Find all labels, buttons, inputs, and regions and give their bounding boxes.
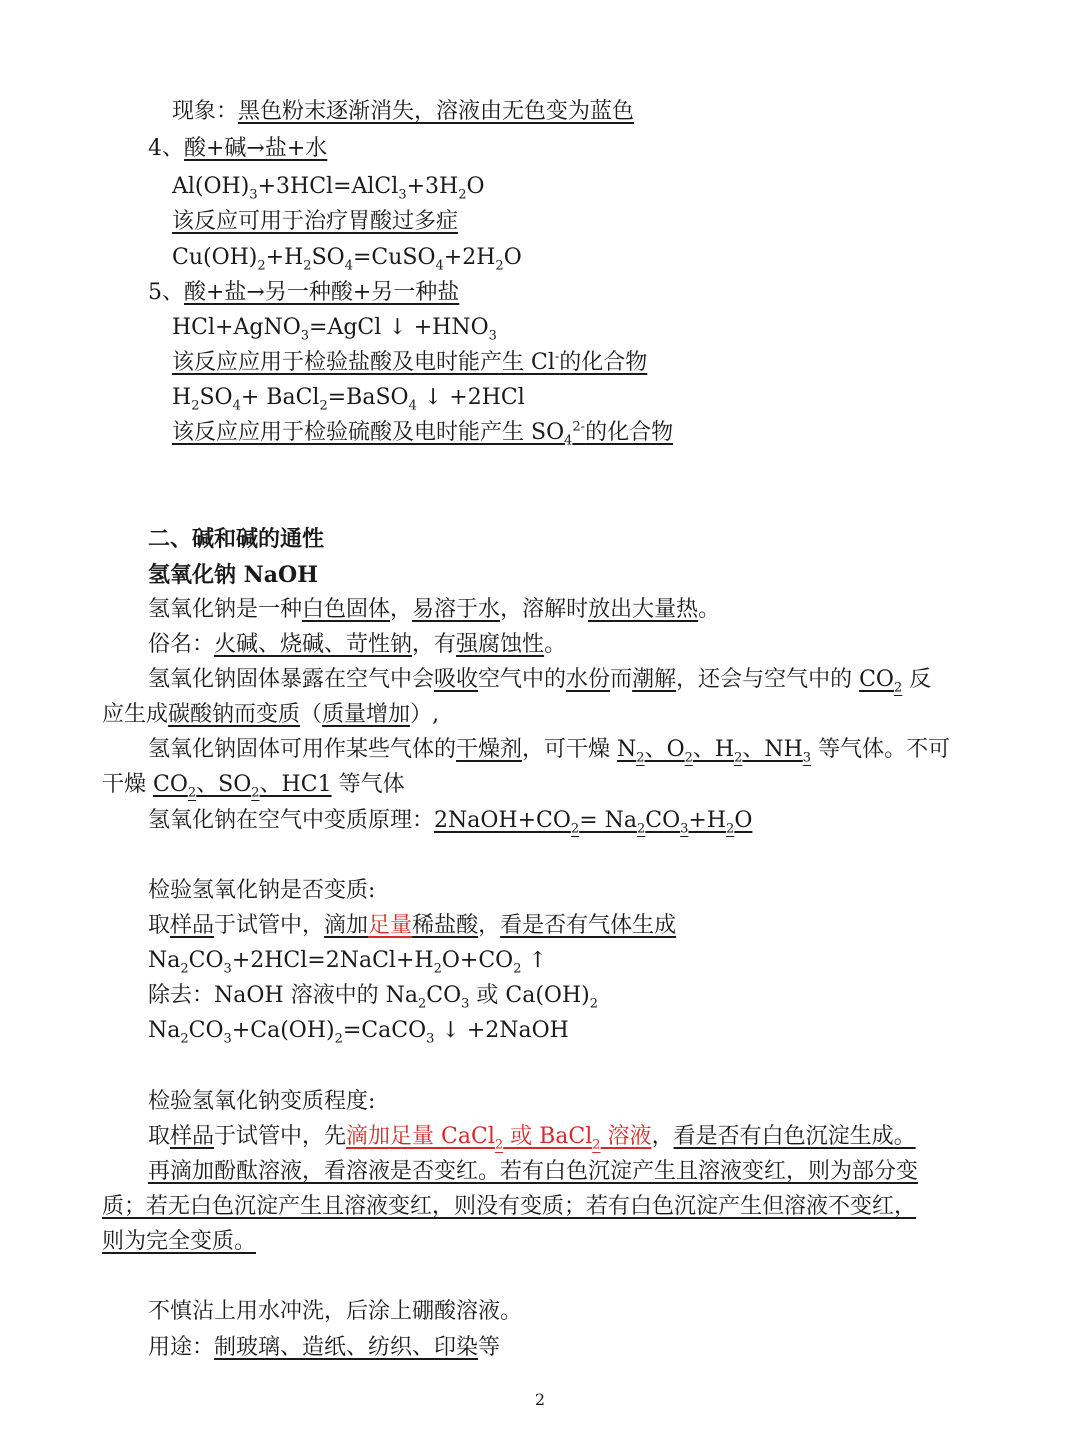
text-sub: 2 xyxy=(570,821,580,837)
text: 氢氧化钠固体可用作某些气体的 xyxy=(148,737,457,762)
text-sub: 2 xyxy=(417,996,427,1012)
eq-part: Cu(OH) xyxy=(172,245,258,270)
item-4-title: 酸+碱→盐+水 xyxy=(184,136,328,161)
eq-sub: 3 xyxy=(223,1031,232,1047)
text: 。 xyxy=(544,632,567,657)
text: 干燥 xyxy=(102,772,153,797)
eq-sub: 3 xyxy=(223,961,232,977)
text: ， xyxy=(390,597,413,622)
eq-sub: 3 xyxy=(398,187,407,203)
text: 样品 xyxy=(170,1124,215,1149)
text: 而 xyxy=(610,667,633,692)
text: 用途： xyxy=(148,1335,215,1360)
text: CO xyxy=(426,983,462,1008)
eq-part: +H xyxy=(265,245,304,270)
text: 、O xyxy=(644,737,685,762)
text: 氢氧化钠固体暴露在空气中会 xyxy=(148,667,435,692)
eq-sub: 4 xyxy=(344,258,353,274)
text: ， xyxy=(478,913,501,938)
eq-part: Al(OH) xyxy=(172,174,250,199)
text: 样品 xyxy=(170,913,215,938)
text: N xyxy=(617,737,637,762)
test-1-step xyxy=(148,911,676,941)
text: ，有 xyxy=(412,632,457,657)
text: 看是否有白色沉淀生成。 xyxy=(673,1124,916,1149)
text: 或 Ca(OH) xyxy=(469,983,590,1008)
text-sub: 2 xyxy=(684,750,693,766)
subheading-naoh: 氢氧化钠 NaOH xyxy=(148,562,318,588)
text: ）, xyxy=(410,702,440,727)
eq-part: CO xyxy=(188,1018,224,1043)
eq-part: H xyxy=(172,385,192,410)
eq-sub: 2 xyxy=(433,961,442,977)
eq-part: + BaCl xyxy=(240,385,320,410)
text-sub: 2 xyxy=(636,821,646,837)
paragraph-5 xyxy=(148,806,752,836)
text-sub: 2 xyxy=(636,750,645,766)
text-sub: 2 xyxy=(893,680,903,696)
eq-sub: 2 xyxy=(513,961,522,977)
item-5-heading xyxy=(148,278,459,308)
phenomenon-label: 现象： xyxy=(172,99,239,124)
text: 制玻璃、造纸、纺织、印染 xyxy=(214,1335,479,1360)
eq-part: HCl+AgNO xyxy=(172,315,301,340)
text: 、SO xyxy=(196,772,252,797)
note-part: 的化合物 xyxy=(559,350,648,375)
note-sup: - xyxy=(554,349,560,365)
text: 碳酸钠而变质 xyxy=(168,702,301,727)
text: 除去：NaOH 溶液中的 Na xyxy=(148,983,418,1008)
eq-part: +2HCl=2NaCl+H xyxy=(231,948,434,973)
note-part: 该反应应用于检验盐酸及电时能产生 Cl xyxy=(172,350,555,375)
eq-part: O xyxy=(466,174,485,199)
page-number: 2 xyxy=(534,1390,546,1409)
test-2-title: 检验氢氧化钠变质程度: xyxy=(148,1089,376,1114)
text: 质量增加 xyxy=(322,702,411,727)
equation-4 xyxy=(172,383,525,413)
text: （ xyxy=(300,702,323,727)
eq-part: SO xyxy=(311,245,345,270)
note-1: 该反应可用于治疗胃酸过多症 xyxy=(172,209,459,234)
eq-part: O xyxy=(503,245,522,270)
eq-sub: 2 xyxy=(319,398,328,414)
eq-sub: 3 xyxy=(249,187,258,203)
note-sup: 2- xyxy=(572,419,586,435)
equation-1 xyxy=(172,172,485,202)
eq-sub: 4 xyxy=(232,398,241,414)
text: O xyxy=(734,808,753,833)
text: ，可干燥 xyxy=(522,737,618,762)
eq-sub: 2 xyxy=(303,258,312,274)
eq-part: Na xyxy=(148,948,181,973)
text-highlight: 滴加足量 CaCl xyxy=(346,1124,495,1149)
text-sub: 2 xyxy=(734,750,743,766)
text-sub: 3 xyxy=(802,750,812,766)
eq-sub: 2 xyxy=(191,398,200,414)
item-4-heading xyxy=(148,134,327,164)
text: 2NaOH+CO xyxy=(434,808,571,833)
eq-sub: 2 xyxy=(257,258,266,274)
equation-2 xyxy=(172,243,522,273)
note-part: 该反应应用于检验硫酸及电时能产生 SO xyxy=(172,420,565,445)
text: 干燥剂 xyxy=(456,737,523,762)
test-2-line-2: 质；若无白色沉淀产生且溶液变红，则没有变质；若有白色沉淀产生但溶液不变红， xyxy=(102,1194,917,1219)
text: 放出大量热 xyxy=(588,597,699,622)
eq-part: +3HCl=AlCl xyxy=(257,174,399,199)
text: ，还会与空气中的 xyxy=(676,667,860,692)
text: 空气中的 xyxy=(478,667,567,692)
eq-part: +Ca(OH) xyxy=(231,1018,335,1043)
text: ，溶解时 xyxy=(500,597,589,622)
text: 看是否有气体生成 xyxy=(500,913,677,938)
eq-part: ↓ +2HCl xyxy=(416,385,525,410)
eq-sub: 3 xyxy=(488,328,497,344)
text: +H xyxy=(688,808,727,833)
text: 于试管中， xyxy=(214,913,325,938)
text: ， xyxy=(651,1124,674,1149)
note-sub: 4 xyxy=(564,433,573,449)
text: 等气体。不可 xyxy=(811,737,951,762)
text: 稀盐酸 xyxy=(412,913,479,938)
text: CO xyxy=(645,808,681,833)
item-5-title: 酸+盐→另一种酸+另一种盐 xyxy=(184,280,460,305)
phenomenon-text: 黑色粉末逐渐消失，溶液由无色变为蓝色 xyxy=(238,99,635,124)
text: 取 xyxy=(148,913,171,938)
text: 易溶于水 xyxy=(412,597,501,622)
text-sub: 2 xyxy=(251,785,260,801)
eq-part: O+CO xyxy=(441,948,514,973)
eq-sub: 2 xyxy=(180,1031,189,1047)
text-highlight: 足量 xyxy=(368,913,413,938)
eq-part: =BaSO xyxy=(327,385,409,410)
eq-sub: 3 xyxy=(426,1031,435,1047)
text: 应生成 xyxy=(102,702,169,727)
section-heading: 二、碱和碱的通性 xyxy=(148,526,325,552)
text: 俗名： xyxy=(148,632,215,657)
test-1-equation xyxy=(148,946,547,976)
text: 、H xyxy=(692,737,735,762)
eq-sub: 3 xyxy=(300,328,310,344)
eq-part: CO xyxy=(188,948,224,973)
eq-part: ↓ +2NaOH xyxy=(434,1018,569,1043)
item-5-number: 5、 xyxy=(148,280,184,305)
eq-part: +3H xyxy=(406,174,459,199)
paragraph-4b xyxy=(102,770,405,800)
text: CO xyxy=(859,667,894,692)
eq-sub: 2 xyxy=(334,1031,343,1047)
text: 。 xyxy=(698,597,721,622)
text: = Na xyxy=(579,808,637,833)
eq-part: ↑ xyxy=(521,948,547,973)
text: 、HC1 xyxy=(259,772,332,797)
note-4 xyxy=(172,418,673,448)
text-sub: 2 xyxy=(726,821,735,837)
eq-part: =CuSO xyxy=(352,245,436,270)
text: 水份 xyxy=(566,667,611,692)
eq-sub: 2 xyxy=(180,961,189,977)
eq-sub: 2 xyxy=(458,187,467,203)
text: 火碱、烧碱、苛性钠 xyxy=(214,632,413,657)
test-2-line-1: 再滴加酚酞溶液，看溶液是否变红。若有白色沉淀产生且溶液变红，则为部分变 xyxy=(148,1159,919,1184)
text-highlight: 或 BaCl xyxy=(503,1124,593,1149)
eq-part: =CaCO xyxy=(342,1018,427,1043)
phenomenon-line xyxy=(172,97,634,127)
text-sub: 2 xyxy=(589,996,598,1012)
paragraph-2 xyxy=(148,630,566,660)
eq-sub: 4 xyxy=(408,398,417,414)
eq-sub: 4 xyxy=(435,258,444,274)
text: 等气体 xyxy=(331,772,405,797)
text-highlight-sub: 2 xyxy=(494,1137,504,1153)
text: CO xyxy=(153,772,188,797)
text-sub: 3 xyxy=(680,821,689,837)
eq-part: Na xyxy=(148,1018,181,1043)
text: 滴加 xyxy=(324,913,369,938)
eq-sub: 2 xyxy=(495,258,504,274)
text: 反 xyxy=(902,667,932,692)
text: 取 xyxy=(148,1124,171,1149)
note-part: 的化合物 xyxy=(585,420,674,445)
uses-line xyxy=(148,1333,500,1363)
eq-part: +2H xyxy=(443,245,496,270)
equation-3 xyxy=(172,313,497,343)
test-1-equation-2 xyxy=(148,1016,569,1046)
text-highlight: 溶液 xyxy=(600,1124,652,1149)
note-3 xyxy=(172,348,647,378)
safety-note: 不慎沾上用水冲洗，后涂上硼酸溶液。 xyxy=(148,1299,523,1324)
paragraph-3a xyxy=(148,665,931,695)
text: 氢氧化钠在空气中变质原理： xyxy=(148,808,435,833)
eq-part: SO xyxy=(199,385,233,410)
paragraph-3b xyxy=(102,700,439,730)
text: 潮解 xyxy=(632,667,677,692)
test-1-title: 检验氢氧化钠是否变质: xyxy=(148,878,376,903)
test-1-remove xyxy=(148,981,598,1011)
text: 、NH xyxy=(742,737,803,762)
text: 白色固体 xyxy=(302,597,391,622)
text: 吸收 xyxy=(434,667,479,692)
paragraph-1 xyxy=(148,595,720,625)
text: 氢氧化钠是一种 xyxy=(148,597,303,622)
text-sub: 3 xyxy=(461,996,470,1012)
paragraph-4a xyxy=(148,735,950,765)
text: 强腐蚀性 xyxy=(456,632,545,657)
text: 于试管中，先 xyxy=(214,1124,347,1149)
test-2-step xyxy=(148,1122,916,1152)
eq-part: =AgCl ↓ +HNO xyxy=(309,315,489,340)
text: 等 xyxy=(478,1335,501,1360)
item-4-number: 4、 xyxy=(148,136,184,161)
text-sub: 2 xyxy=(187,785,197,801)
test-2-line-3: 则为完全变质。 xyxy=(102,1229,257,1254)
text-highlight-sub: 2 xyxy=(592,1137,601,1153)
